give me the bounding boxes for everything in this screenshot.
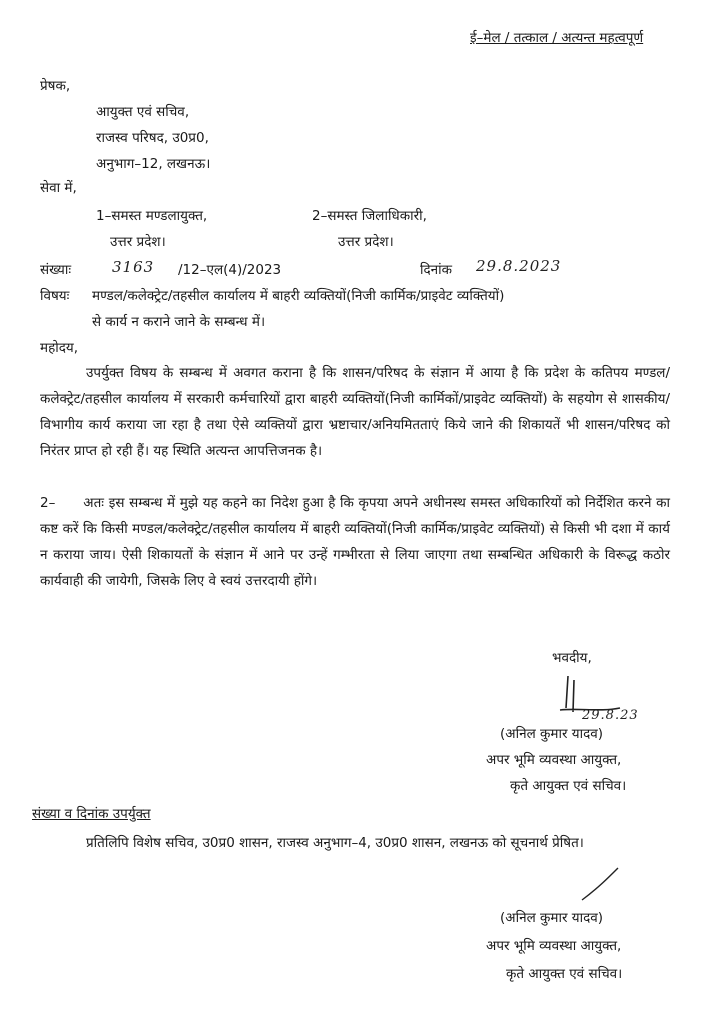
sender-line-3: अनुभाग–12, लखनऊ। <box>96 156 211 172</box>
subject-label: विषयः <box>40 288 70 304</box>
recipient-1-line-2: उत्तर प्रदेश। <box>110 234 166 250</box>
copy-heading: संख्या व दिनांक उपर्युक्त <box>32 806 151 822</box>
date-label: दिनांक <box>420 262 453 278</box>
subject-line-2: से कार्य न कराने जाने के सम्बन्ध में। <box>92 314 266 330</box>
subject-line-1: मण्डल/कलेक्ट्रेट/तहसील कार्यालय में बाहरी व्यक्तियों(निजी कार्मिक/प्राइवेट व्यक्तियों) <box>92 288 505 304</box>
body-paragraph-2: 2– अतः इस सम्बन्ध में मुझे यह कहने का निदेश हुआ है कि कृपया अपने अधीनस्थ समस्त अधिकारियों को निर्देशित करने का कष्ट करें कि किसी मण्डल/कलेक्ट्रेट/तहसील कार्यालय में बाहरी व्यक्तियों(निजी कार्मिक/प्राइवेट व्यक्तियों) से किसी भी दशा में कार्य न कराया जाय। ऐसी शिकायतों के संज्ञान में आने पर उन्हें गम्भीरता से लिया जाएगा तथा सम्बन्धित अधिकारी के विरूद्ध कठोर कार्यवाही की जायेगी, जिसके लिए वे स्वयं उत्तरदायी होंगे। <box>40 495 675 589</box>
salutation: महोदय, <box>40 340 79 356</box>
signatory-name: (अनिल कुमार यादव) <box>500 726 604 742</box>
reference-number-handwritten: 3163 <box>112 258 155 276</box>
signatory-2-on-behalf: कृते आयुक्त एवं सचिव। <box>506 966 623 982</box>
recipient-label: सेवा में, <box>40 180 77 196</box>
reference-number-suffix: /12–एल(4)/2023 <box>178 262 282 278</box>
signatory-on-behalf: कृते आयुक्त एवं सचिव। <box>510 778 627 794</box>
recipient-2-line-1: 2–समस्त जिलाधिकारी, <box>312 208 427 224</box>
priority-tag: ई–मेल / तत्काल / अत्यन्त महत्वपूर्ण <box>470 30 644 46</box>
signature-date-handwritten: 29.8.23 <box>582 708 639 723</box>
initial-stroke <box>570 864 630 904</box>
closing: भवदीय, <box>552 650 592 666</box>
sender-line-2: राजस्व परिषद, उ0प्र0, <box>96 130 209 146</box>
sender-line-1: आयुक्त एवं सचिव, <box>96 104 190 120</box>
signatory-designation: अपर भूमि व्यवस्था आयुक्त, <box>486 752 622 768</box>
signatory-2-name: (अनिल कुमार यादव) <box>500 910 604 926</box>
recipient-2-line-2: उत्तर प्रदेश। <box>338 234 394 250</box>
sender-label: प्रेषक, <box>40 78 71 94</box>
signatory-2-designation: अपर भूमि व्यवस्था आयुक्त, <box>486 938 622 954</box>
copy-text: प्रतिलिपि विशेष सचिव, उ0प्र0 शासन, राजस्व अनुभाग–4, उ0प्र0 शासन, लखनऊ को सूचनार्थ प्रेषित। <box>86 835 584 851</box>
date-handwritten: 29.8.2023 <box>476 257 562 275</box>
reference-label: संख्याः <box>40 262 72 278</box>
body-paragraph-1: उपर्युक्त विषय के सम्बन्ध में अवगत कराना है कि शासन/परिषद के संज्ञान में आया है कि प्रदेश के कतिपय मण्डल/कलेक्ट्रेट/तहसील कार्यालय में सरकारी कर्मचारियों द्वारा बाहरी व्यक्तियों(निजी कार्मिकों/प्राइवेट व्यक्तियों) के सहयोग से शासकीय/विभागीय कार्य कराया जा रहा है तथा ऐसे व्यक्तियों द्वारा भ्रष्टाचार/अनियमितताएं किये जाने की शिकायतें भी शासन/परिषद को निरंतर प्राप्त हो रही हैं। यह स्थिति अत्यन्त आपत्तिजनक है। <box>40 365 670 459</box>
recipient-1-line-1: 1–समस्त मण्डलायुक्त, <box>96 208 208 224</box>
